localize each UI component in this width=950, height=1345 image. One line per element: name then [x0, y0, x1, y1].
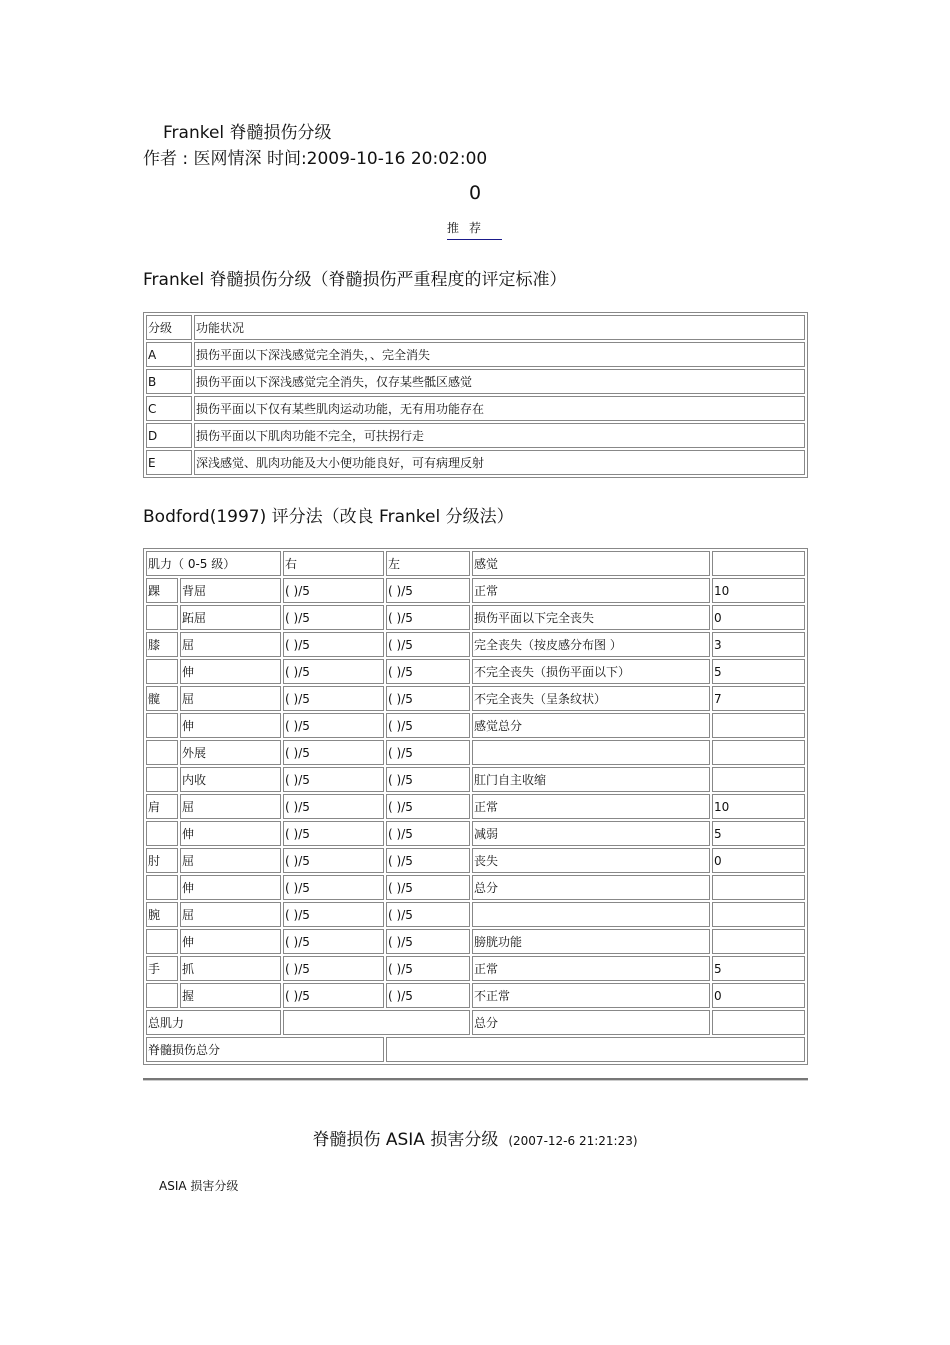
points-cell: [712, 740, 805, 765]
joint-cell: [146, 821, 178, 846]
grade-cell: C: [146, 396, 192, 421]
movement-cell: 握: [180, 983, 281, 1008]
joint-cell: [146, 929, 178, 954]
bodford-row: [146, 875, 805, 900]
movement-cell: 跖屈: [180, 605, 281, 630]
left-score-cell: ( )/5: [386, 983, 470, 1008]
bodford-row: [146, 956, 805, 981]
grade-cell: A: [146, 342, 192, 367]
bodford-row: [146, 794, 805, 819]
movement-cell: 屈: [180, 632, 281, 657]
joint-cell: 髋: [146, 686, 178, 711]
left-score-cell: ( )/5: [386, 929, 470, 954]
right-score-cell: ( )/5: [283, 632, 384, 657]
right-score-cell: ( )/5: [283, 929, 384, 954]
column-header: [712, 551, 805, 576]
sensation-cell: 不完全丧失（损伤平面以下）: [472, 659, 710, 684]
joint-cell: 膝: [146, 632, 178, 657]
movement-cell: 屈: [180, 902, 281, 927]
movement-cell: 伸: [180, 821, 281, 846]
points-cell: 0: [712, 983, 805, 1008]
points-cell: [712, 713, 805, 738]
asia-date: (2007-12-6 21:21:23): [508, 1134, 638, 1148]
movement-cell: 伸: [180, 875, 281, 900]
points-cell: 7: [712, 686, 805, 711]
movement-cell: 背屈: [180, 578, 281, 603]
right-score-cell: ( )/5: [283, 605, 384, 630]
bodford-row: [146, 686, 805, 711]
column-header: 功能状况: [194, 315, 805, 340]
movement-cell: 屈: [180, 794, 281, 819]
left-score-cell: ( )/5: [386, 821, 470, 846]
points-cell: [712, 875, 805, 900]
left-score-cell: ( )/5: [386, 740, 470, 765]
function-cell: 损伤平面以下深浅感觉完全消失，仅存某些骶区感觉: [194, 369, 805, 394]
left-score-cell: ( )/5: [386, 794, 470, 819]
left-score-cell: ( )/5: [386, 578, 470, 603]
right-score-cell: ( )/5: [283, 848, 384, 873]
column-header: 感觉: [472, 551, 710, 576]
frankel-table: [143, 312, 808, 478]
movement-cell: 伸: [180, 713, 281, 738]
sensation-cell: 正常: [472, 956, 710, 981]
asia-subheading: ASIA 损害分级: [159, 1179, 239, 1193]
frankel-heading: Frankel 脊髓损伤分级（脊髓损伤严重程度的评定标准）: [143, 270, 567, 290]
right-score-cell: ( )/5: [283, 740, 384, 765]
joint-cell: 肘: [146, 848, 178, 873]
sensation-cell: 正常: [472, 794, 710, 819]
sensation-cell: 不正常: [472, 983, 710, 1008]
grade-cell: E: [146, 450, 192, 475]
left-score-cell: ( )/5: [386, 605, 470, 630]
movement-cell: 伸: [180, 659, 281, 684]
right-score-cell: ( )/5: [283, 794, 384, 819]
frankel-row: [146, 342, 805, 367]
bodford-row: [146, 740, 805, 765]
frankel-header-row: [146, 315, 805, 340]
right-score-cell: ( )/5: [283, 821, 384, 846]
function-cell: 损伤平面以下肌肉功能不完全，可扶拐行走: [194, 423, 805, 448]
bodford-row: [146, 659, 805, 684]
column-header: 右: [283, 551, 384, 576]
movement-cell: 屈: [180, 848, 281, 873]
sensation-cell: 感觉总分: [472, 713, 710, 738]
column-header: 肌力（ 0-5 级）: [146, 551, 281, 576]
bodford-row: [146, 632, 805, 657]
bodford-table: [143, 548, 808, 1065]
asia-heading: [0, 1125, 950, 1150]
frankel-row: [146, 423, 805, 448]
joint-cell: 肩: [146, 794, 178, 819]
recommend-count: 0: [468, 182, 482, 204]
function-cell: 损伤平面以下仅有某些肌肉运动功能，无有用功能存在: [194, 396, 805, 421]
points-cell: 5: [712, 659, 805, 684]
right-score-cell: ( )/5: [283, 902, 384, 927]
sensation-cell: 不完全丧失（呈条纹状）: [472, 686, 710, 711]
bodford-row: [146, 713, 805, 738]
points-cell: 0: [712, 605, 805, 630]
sensation-cell: 膀胱功能: [472, 929, 710, 954]
sensation-cell: 丧失: [472, 848, 710, 873]
movement-cell: 屈: [180, 686, 281, 711]
bodford-row: [146, 767, 805, 792]
joint-cell: [146, 740, 178, 765]
sensation-cell: 完全丧失（按皮感分布图 ）: [472, 632, 710, 657]
bodford-heading: Bodford(1997) 评分法（改良 Frankel 分级法）: [143, 507, 514, 527]
joint-cell: 腕: [146, 902, 178, 927]
bodford-row: [146, 848, 805, 873]
column-header: 分级: [146, 315, 192, 340]
sensation-cell: 正常: [472, 578, 710, 603]
spinal-total-row: [146, 1037, 805, 1062]
section-divider: [143, 1078, 808, 1081]
right-score-cell: ( )/5: [283, 875, 384, 900]
total-muscle-label: 总肌力: [146, 1010, 281, 1035]
total-muscle-row: [146, 1010, 805, 1035]
points-cell: 10: [712, 578, 805, 603]
recommend-link[interactable]: 推荐: [447, 219, 502, 240]
bodford-row: [146, 983, 805, 1008]
asia-heading-text: 脊髓损伤 ASIA 损害分级: [312, 1130, 499, 1150]
points-cell: [712, 929, 805, 954]
right-score-cell: ( )/5: [283, 659, 384, 684]
column-header: 左: [386, 551, 470, 576]
bodford-row: [146, 929, 805, 954]
total-muscle-value: [283, 1010, 470, 1035]
left-score-cell: ( )/5: [386, 632, 470, 657]
joint-cell: [146, 605, 178, 630]
joint-cell: [146, 767, 178, 792]
points-cell: 10: [712, 794, 805, 819]
left-score-cell: ( )/5: [386, 659, 470, 684]
left-score-cell: ( )/5: [386, 956, 470, 981]
bodford-row: [146, 902, 805, 927]
bodford-header-row: [146, 551, 805, 576]
points-cell: 3: [712, 632, 805, 657]
joint-cell: [146, 713, 178, 738]
points-cell: [712, 767, 805, 792]
grade-cell: D: [146, 423, 192, 448]
movement-cell: 外展: [180, 740, 281, 765]
sensation-cell: 肛门自主收缩: [472, 767, 710, 792]
joint-cell: 手: [146, 956, 178, 981]
article-meta: 作者 : 医网情深 时间:2009-10-16 20:02:00: [143, 149, 488, 169]
points-cell: 5: [712, 821, 805, 846]
function-cell: 深浅感觉、肌肉功能及大小便功能良好，可有病理反射: [194, 450, 805, 475]
spinal-total-value: [386, 1037, 805, 1062]
left-score-cell: ( )/5: [386, 902, 470, 927]
sensation-cell: [472, 902, 710, 927]
joint-cell: 踝: [146, 578, 178, 603]
left-score-cell: ( )/5: [386, 713, 470, 738]
frankel-row: [146, 450, 805, 475]
article-title: Frankel 脊髓损伤分级: [163, 123, 332, 143]
left-score-cell: ( )/5: [386, 686, 470, 711]
points-cell: 5: [712, 956, 805, 981]
grade-cell: B: [146, 369, 192, 394]
sensation-cell: [472, 740, 710, 765]
left-score-cell: ( )/5: [386, 848, 470, 873]
bodford-row: [146, 821, 805, 846]
joint-cell: [146, 875, 178, 900]
frankel-row: [146, 396, 805, 421]
points-cell: [712, 902, 805, 927]
joint-cell: [146, 983, 178, 1008]
frankel-row: [146, 369, 805, 394]
sensation-cell: 损伤平面以下完全丧失: [472, 605, 710, 630]
right-score-cell: ( )/5: [283, 956, 384, 981]
points-cell: 0: [712, 848, 805, 873]
joint-cell: [146, 659, 178, 684]
right-score-cell: ( )/5: [283, 983, 384, 1008]
bodford-row: [146, 578, 805, 603]
total-value: [712, 1010, 805, 1035]
total-label: 总分: [472, 1010, 710, 1035]
left-score-cell: ( )/5: [386, 767, 470, 792]
sensation-cell: 总分: [472, 875, 710, 900]
left-score-cell: ( )/5: [386, 875, 470, 900]
right-score-cell: ( )/5: [283, 578, 384, 603]
right-score-cell: ( )/5: [283, 713, 384, 738]
movement-cell: 内收: [180, 767, 281, 792]
right-score-cell: ( )/5: [283, 686, 384, 711]
sensation-cell: 减弱: [472, 821, 710, 846]
spinal-total-label: 脊髓损伤总分: [146, 1037, 384, 1062]
function-cell: 损伤平面以下深浅感觉完全消失，、完全消失: [194, 342, 805, 367]
movement-cell: 抓: [180, 956, 281, 981]
right-score-cell: ( )/5: [283, 767, 384, 792]
bodford-row: [146, 605, 805, 630]
movement-cell: 伸: [180, 929, 281, 954]
